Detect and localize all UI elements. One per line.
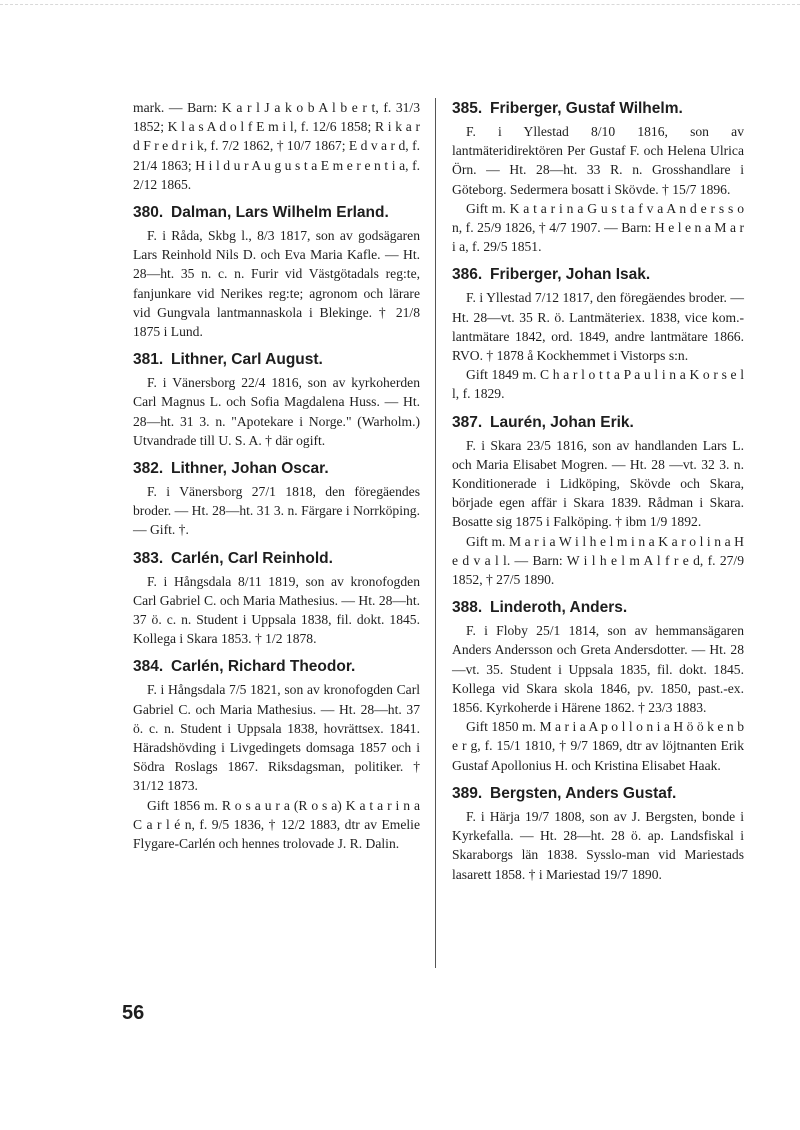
entry-text: F. i Floby 25/1 1814, son av hemmansägaren Anders Andersson och Greta Andersdotter. — Ht. 28—vt. 35. Student i Uppsala 1835, fil. dokt. 1845. Kollega vid Skara skola 1846, pv. 1850, past.-ex. 1856. Kyrkoherde i Härene 1862. † 23/3 1883.: [452, 623, 744, 716]
entry-name: Friberger, Johan Isak.: [490, 266, 651, 284]
entry-name: Carlén, Richard Theodor.: [171, 658, 356, 676]
entry-389: [452, 783, 744, 884]
entry-text: Gift 1849 m. C h a r l o t t a P a u l i n a K o r s e l l, f. 1829.: [452, 367, 744, 402]
entry-heading: [452, 597, 744, 619]
entry-heading: [133, 202, 420, 224]
entry-text: Gift 1850 m. M a r i a A p o l l o n i a H ö ö k e n b e r g, f. 15/1 1810, † 9/7 1869, dtr av löjtnanten Erik Gustaf Apollonius H. och Kristina Elisabet Haak.: [452, 719, 744, 773]
intro-text: mark. — Barn: K a r l J a k o b A l b e r t, f. 31/3 1852; K l a s A d o l f E m i l, f. 12/6 1858; R i k a r d F r e d r i k, f. 7/2 1862, † 10/7 1867; E d v a r d, f. 21/4 1863; H i l d u r A u g u s t a E m e r e n t i a, f. 2/12 1865.: [133, 100, 420, 192]
entry-name: Lithner, Johan Oscar.: [171, 460, 329, 478]
entry-380: [133, 202, 420, 341]
entry-386: [452, 264, 744, 403]
entry-name: Carlén, Carl Reinhold.: [171, 549, 333, 567]
entry-text: F. i Hångsdala 8/11 1819, son av kronofogden Carl Gabriel C. och Maria Mathesius. — Ht. 28—ht. 37 ö. c. n. Student i Uppsala 1838, fil. dokt. 1845. Kollega i Skara 1853. † 1/2 1878.: [133, 573, 420, 647]
entry-name: Laurén, Johan Erik.: [490, 413, 634, 431]
entry-text: F. i Hångsdala 7/5 1821, son av kronofogden Carl Gabriel C. och Maria Mathesius. — Ht. 28—ht. 37 ö. c. n. Student i Uppsala 1838, hovrättsex. 1841. Häradshövding i Livgedingets domsaga 1857 och i Södra Roslags 1867. Riksdagsman, politiker. † 31/12 1873.: [133, 682, 420, 794]
entry-heading: [133, 458, 420, 480]
entry-number: 384.: [133, 658, 164, 676]
left-column: [133, 98, 420, 861]
entry-name: Lithner, Carl August.: [171, 351, 323, 369]
entry-number: 381.: [133, 351, 164, 369]
entry-heading: [452, 98, 744, 120]
entry-name: Dalman, Lars Wilhelm Erland.: [171, 204, 389, 222]
entry-text: Gift 1856 m. R o s a u r a (R o s a) K a t a r i n a C a r l é n, f. 9/5 1836, † 12/2 1883, dtr av Emelie Flygare-Carlén och hennes trolovade J. R. Dalin.: [133, 797, 420, 852]
entry-384: [133, 656, 420, 853]
entry-heading: [133, 548, 420, 570]
entry-number: 383.: [133, 549, 164, 567]
entry-number: 385.: [452, 100, 483, 117]
scan-edge-line: [0, 4, 800, 5]
entry-heading: [452, 264, 744, 286]
entry-heading: [452, 412, 744, 434]
entry-heading: [133, 656, 420, 678]
entry-387: [452, 412, 744, 590]
entry-385: [452, 98, 744, 256]
entry-text: F. i Härja 19/7 1808, son av J. Bergsten, bonde i Kyrkefalla. — Ht. 28—ht. 28 ö. ap. Landsfiskal i Skaraborgs län 1838. Sysslo-man vid Mariestads lasarett 1858. † i Mariestad 19/7 1890.: [452, 808, 744, 882]
entry-383: [133, 548, 420, 649]
column-divider: [435, 98, 436, 968]
entry-text: Gift m. M a r i a W i l h e l m i n a K a r o l i n a H e d v a l l. — Barn: W i l h e l m A l f r e d, f. 27/9 1852, † 27/5 1890.: [452, 533, 744, 588]
entry-text: F. i Vänersborg 22/4 1816, son av kyrkoherden Carl Magnus L. och Sofia Magdalena Huss. — Ht. 28—ht. 31 3. n. "Apotekare i Norge." (Warholm.) Utvandrade till U. S. A. † där ogift.: [133, 375, 420, 448]
entry-number: 386.: [452, 266, 483, 284]
entry-heading: [452, 783, 744, 805]
entry-text: Gift m. K a t a r i n a G u s t a f v a A n d e r s s o n, f. 25/9 1826, † 4/7 1907. — Barn: H e l e n a M a r i a, f. 29/5 1851.: [452, 200, 744, 255]
entry-number: 388.: [452, 599, 483, 617]
entry-name: Bergsten, Anders Gustaf.: [490, 784, 677, 802]
entry-text: F. i Yllestad 7/12 1817, den föregäendes broder. — Ht. 28—vt. 35 R. ö. Lantmäteriex. 1838, vice kom.-lantmätare 1842, ord. 1849, andre lantmätare 1866. RVO. † 1878 å Kockhemmet i Vistorps s:n.: [452, 290, 744, 364]
page-number: 56: [122, 1002, 145, 1024]
right-column: [452, 98, 744, 892]
entry-name: Linderoth, Anders.: [490, 599, 628, 617]
entry-number: 389.: [452, 784, 483, 802]
entry-number: 387.: [452, 413, 483, 431]
entry-name: Friberger, Gustaf Wilhelm.: [490, 100, 683, 117]
intro-entry: [133, 98, 420, 194]
entry-text: F. i Yllestad 8/10 1816, son av lantmäteridirektören Per Gustaf F. och Helena Ulrica Örn. — Ht. 28—ht. 33 R. n. Grosshandlare i Göteborg. Sedermera bosatt i Skövde. † 15/7 1896.: [452, 124, 744, 197]
entry-number: 380.: [133, 204, 164, 222]
entry-number: 382.: [133, 460, 164, 478]
entry-text: F. i Skara 23/5 1816, son av handlanden Lars L. och Maria Elisabet Mogren. — Ht. 28 —vt. 32 3. n. Konditionerade i Lidköping, Skövde och Skara, började egen affär i Skara 1839. Rådman i Skara. Bosatte sig 1875 i Falköping. † ibm 1/9 1892.: [452, 437, 744, 530]
entry-382: [133, 458, 420, 540]
entry-388: [452, 597, 744, 775]
entry-text: F. i Vänersborg 27/1 1818, den föregäendes broder. — Ht. 28—ht. 31 3. n. Färgare i Norrköping. — Gift. †.: [133, 484, 420, 538]
entry-381: [133, 349, 420, 450]
entry-heading: [133, 349, 420, 371]
entry-text: F. i Råda, Skbg l., 8/3 1817, son av godsägaren Lars Reinhold Nils D. och Eva Maria Kafle. — Ht. 28—ht. 35 n. c. n. Furir vid Västgötadals reg:te, fanjunkare vid Nerikes reg:te; agronom och lärare vid Gungvala lantmannaskola i Blekinge. † 21/8 1875 i Lund.: [133, 228, 420, 340]
